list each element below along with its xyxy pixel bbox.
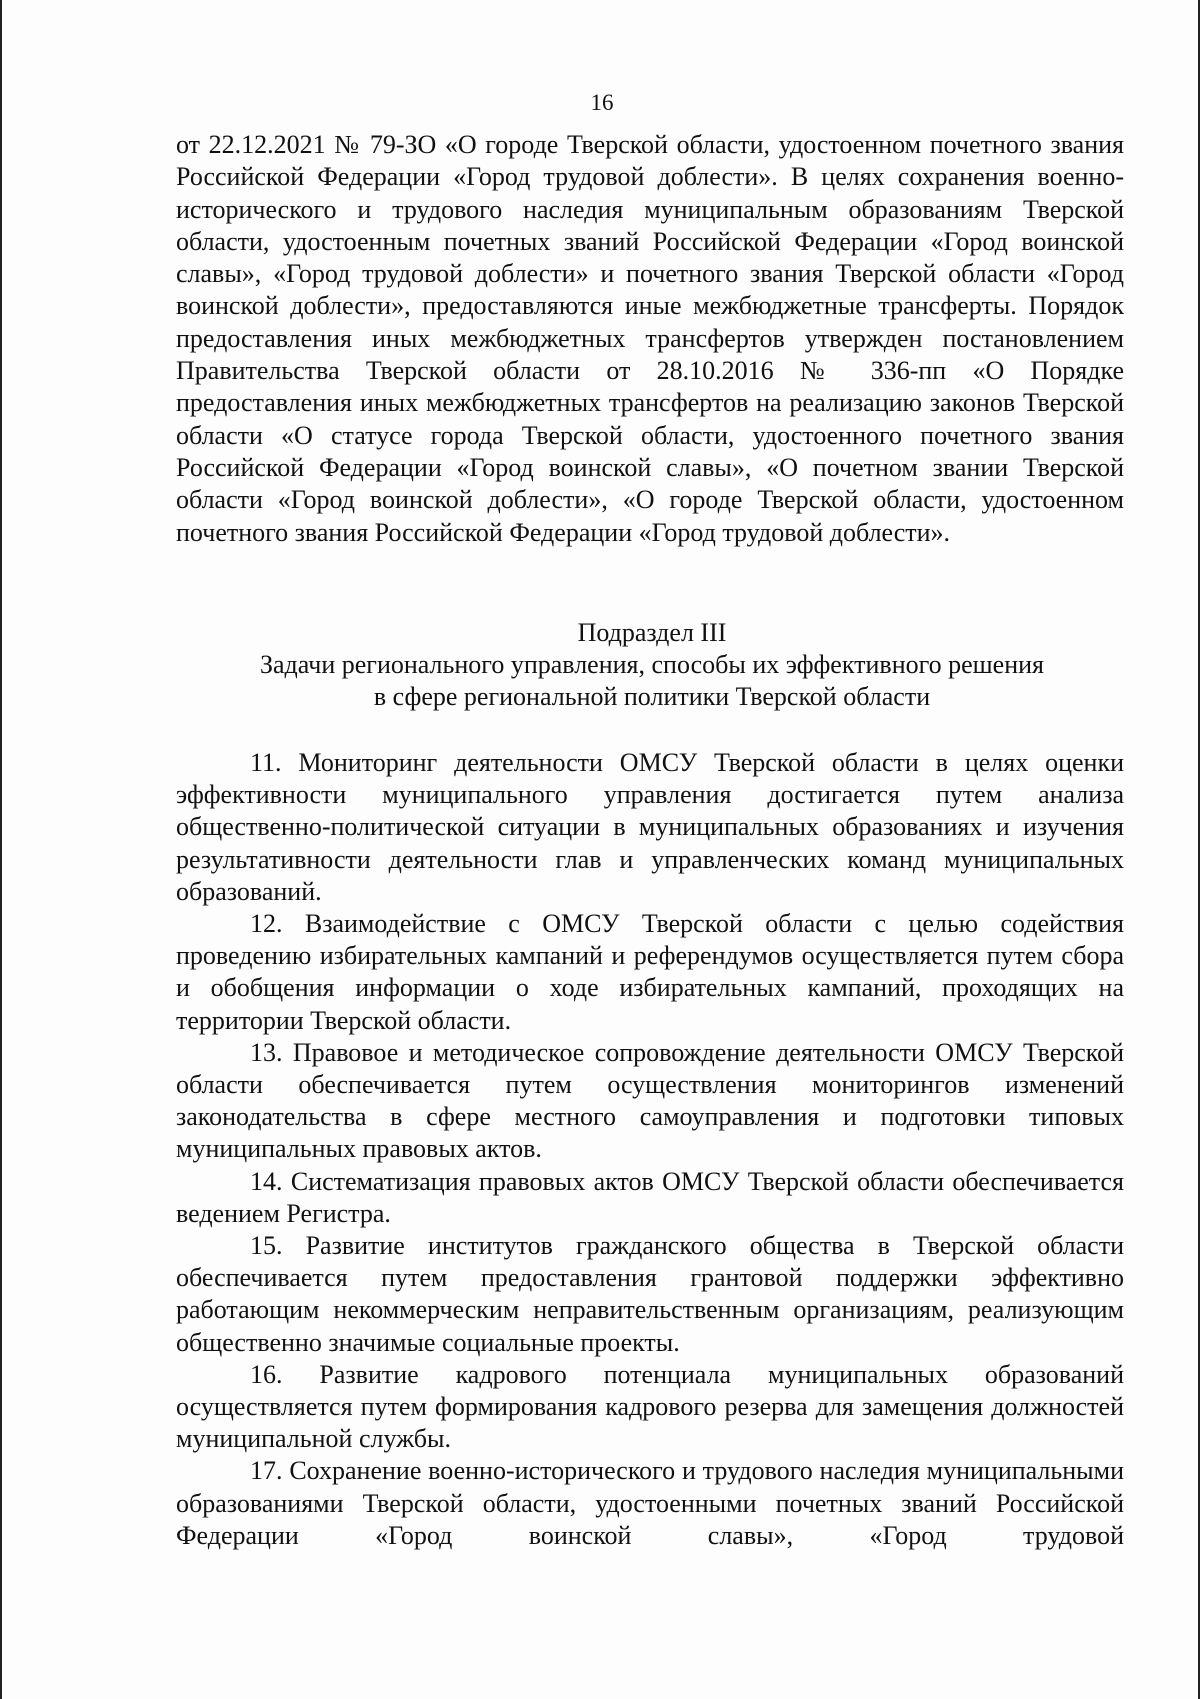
page-number: 16 — [590, 90, 614, 115]
numbered-items — [176, 747, 1124, 1552]
intro-block — [176, 129, 1124, 549]
section-label: Подраздел III — [577, 618, 727, 647]
section-heading — [142, 617, 1162, 713]
item-12: 12. Взаимодействие с ОМСУ Тверской области с целью содействия проведению избирательных кампаний и референдумов осуществляется путем сбора и обобщения информации о ходе избирательных кампаний, проходящих на территории Тверской области. — [176, 909, 1124, 1035]
section-title-line-1: Задачи регионального управления, способы их эффективного решения — [259, 650, 1045, 679]
item-15: 15. Развитие институтов гражданского общества в Тверской области обеспечивается путем предоставления грантовой поддержки эффективно работающим некоммерческим неправительственным организациям, реализующим общественно значимые социальные проекты. — [176, 1231, 1124, 1357]
section-title-line-2: в сфере региональной политики Тверской области — [373, 682, 931, 711]
item-17: 17. Сохранение военно-исторического и трудового наследия муниципальными образованиями Тверской области, удостоенными почетных званий Российской Федерации «Город воинской славы», «Город трудовой — [176, 1456, 1124, 1550]
item-16: 16. Развитие кадрового потенциала муниципальных образований осуществляется путем формирования кадрового резерва для замещения должностей муниципальной службы. — [176, 1359, 1124, 1454]
item-14: 14. Систематизация правовых актов ОМСУ Тверской области обеспечивается ведением Регистра. — [176, 1166, 1124, 1228]
item-13: 13. Правовое и методическое сопровождение деятельности ОМСУ Тверской области обеспечивается путем осуществления мониторингов изменений законодательства в сфере местного самоуправления и подготовки типовых муниципальных правовых актов. — [176, 1037, 1124, 1164]
intro-paragraph: от 22.12.2021 № 79-ЗО «О городе Тверской области, удостоенном почетного звания Российской Федерации «Город трудовой доблести». В целях сохранения военно-исторического и трудового наследия муниципальным образованиям Тверской области, удостоенным почетных званий Российской Федерации «Город воинской славы», «Город трудовой доблести» и почетного звания Тверской области «Город воинской доблести», предоставляются иные межбюджетные трансферты. Порядок предоставления иных межбюджетных трансфертов утвержден постановлением Правительства Тверской области от 28.10.2016 № 336-пп «О Порядке предоставления иных межбюджетных трансфертов на реализацию законов Тверской области «О статусе города Тверской области, удостоенного почетного звания Российской Федерации «Город воинской славы», «О почетном звании Тверской области «Город воинской доблести», «О городе Тверской области, удостоенном почетного звания Российской Федерации «Город трудовой доблести». — [176, 130, 1124, 547]
item-11: 11. Мониторинг деятельности ОМСУ Тверской области в целях оценки эффективности муниципального управления достигается путем анализа общественно-политической ситуации в муниципальных образованиях и изучения результативности деятельности глав и управленческих команд муниципальных образований. — [176, 748, 1124, 906]
